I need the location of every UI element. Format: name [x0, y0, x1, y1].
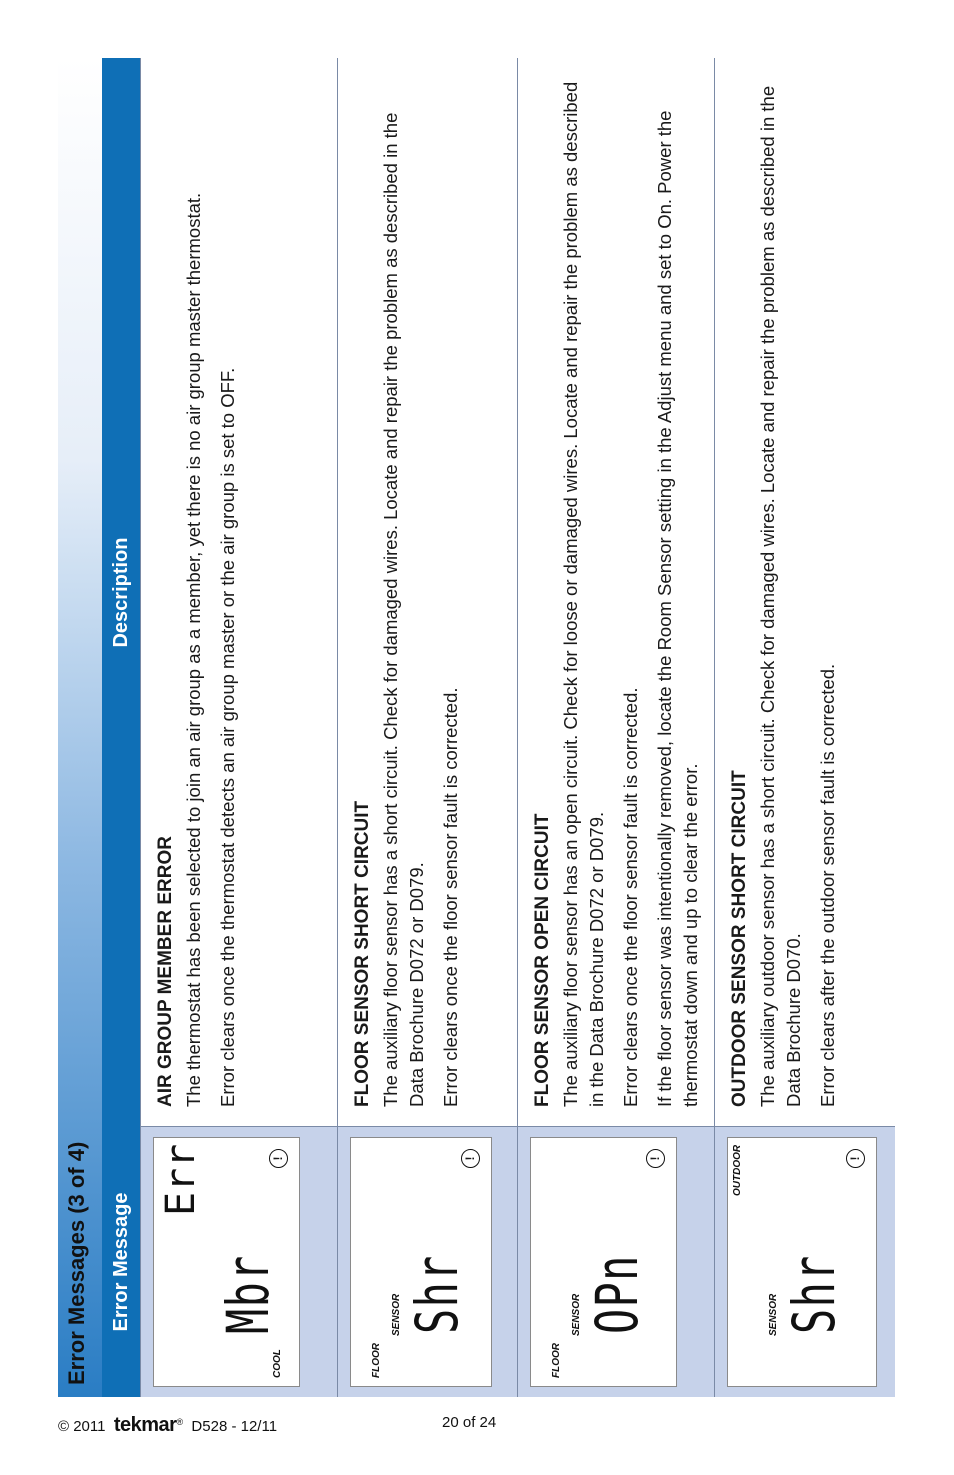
description-cell [153, 72, 249, 1107]
description-cell [350, 72, 472, 1107]
lcd-label-sensor: SENSOR [571, 1293, 582, 1336]
copyright: © 2011 [58, 1418, 106, 1435]
lcd-label-floor: FLOOR [371, 1343, 382, 1378]
description-paragraph: Error clears once the floor sensor fault is corrected. [620, 687, 641, 1107]
lcd-main-text: OPn [583, 1254, 651, 1334]
warning-icon: ! [461, 1149, 480, 1168]
lcd-display [530, 1137, 677, 1387]
title-bar [58, 58, 102, 1397]
lcd-label-sensor: SENSOR [391, 1293, 402, 1336]
page-number: 20 of 24 [442, 1414, 497, 1431]
lcd-cell [338, 1126, 518, 1397]
error-table-frame [58, 58, 894, 1397]
footer [58, 1414, 277, 1437]
lcd-cell [518, 1126, 715, 1397]
description-paragraph: If the floor sensor was intentionally removed, locate the Room Sensor setting in the Adjust menu and set to On. Power the thermostat down and up to clear the error. [654, 110, 701, 1107]
lcd-display [727, 1137, 877, 1387]
warning-icon: ! [269, 1149, 288, 1168]
lcd-display [153, 1137, 300, 1387]
description-paragraph: Error clears once the floor sensor fault is corrected. [440, 687, 461, 1107]
description-paragraph: The auxiliary floor sensor has an open circuit. Check for loose or damaged wires. Locate and repair the problem as described in the Data Brochure D072 or D079. [560, 81, 607, 1107]
lcd-main-text: Shr [780, 1254, 848, 1334]
lcd-label-outdoor: OUTDOOR [732, 1144, 743, 1196]
column-header-description: Description [110, 537, 132, 648]
lcd-label-floor: FLOOR [551, 1343, 562, 1378]
table-row [140, 58, 338, 1397]
lcd-label-cool: COOL [272, 1349, 283, 1378]
warning-icon: ! [846, 1149, 865, 1168]
lcd-cell [715, 1126, 895, 1397]
lcd-top-text: Err [158, 1143, 204, 1216]
registered-mark: ® [176, 1417, 184, 1427]
description-paragraph: The thermostat has been selected to join an air group as a member, yet there is no air group master thermostat. [183, 192, 204, 1107]
table-header [102, 58, 140, 1397]
error-heading: FLOOR SENSOR OPEN CIRCUIT [532, 813, 553, 1107]
warning-icon: ! [646, 1149, 665, 1168]
description-paragraph: Error clears once the thermostat detects an air group master or the air group is set to OFF. [217, 367, 238, 1107]
error-heading: AIR GROUP MEMBER ERROR [155, 836, 176, 1107]
lcd-main-text: Mbr [214, 1254, 282, 1334]
document-id: D528 - 12/11 [191, 1418, 278, 1435]
table-row [517, 58, 715, 1397]
description-paragraph: Error clears after the outdoor sensor fault is corrected. [817, 663, 838, 1107]
page-title: Error Messages (3 of 4) [64, 1141, 89, 1385]
lcd-cell [141, 1126, 338, 1397]
lcd-main-text: Shr [403, 1254, 471, 1334]
lcd-label-sensor: SENSOR [768, 1293, 779, 1336]
description-paragraph: The auxiliary floor sensor has a short circuit. Check for damaged wires. Locate and repair the problem as described in the Data Brochure D072 or D079. [380, 112, 427, 1107]
rotated-table [58, 58, 894, 1397]
description-cell [727, 72, 849, 1107]
lcd-display [350, 1137, 492, 1387]
error-heading: OUTDOOR SENSOR SHORT CIRCUIT [729, 770, 750, 1107]
error-heading: FLOOR SENSOR SHORT CIRCUIT [352, 800, 373, 1107]
brand-logo: tekmar [113, 1414, 177, 1436]
column-header-error-message: Error Message [110, 1192, 132, 1332]
table-row [714, 58, 895, 1397]
description-paragraph: The auxiliary outdoor sensor has a short circuit. Check for damaged wires. Locate and repair the problem as described in the Data Brochure D070. [757, 85, 804, 1107]
description-cell [530, 72, 712, 1107]
table-row [337, 58, 518, 1397]
